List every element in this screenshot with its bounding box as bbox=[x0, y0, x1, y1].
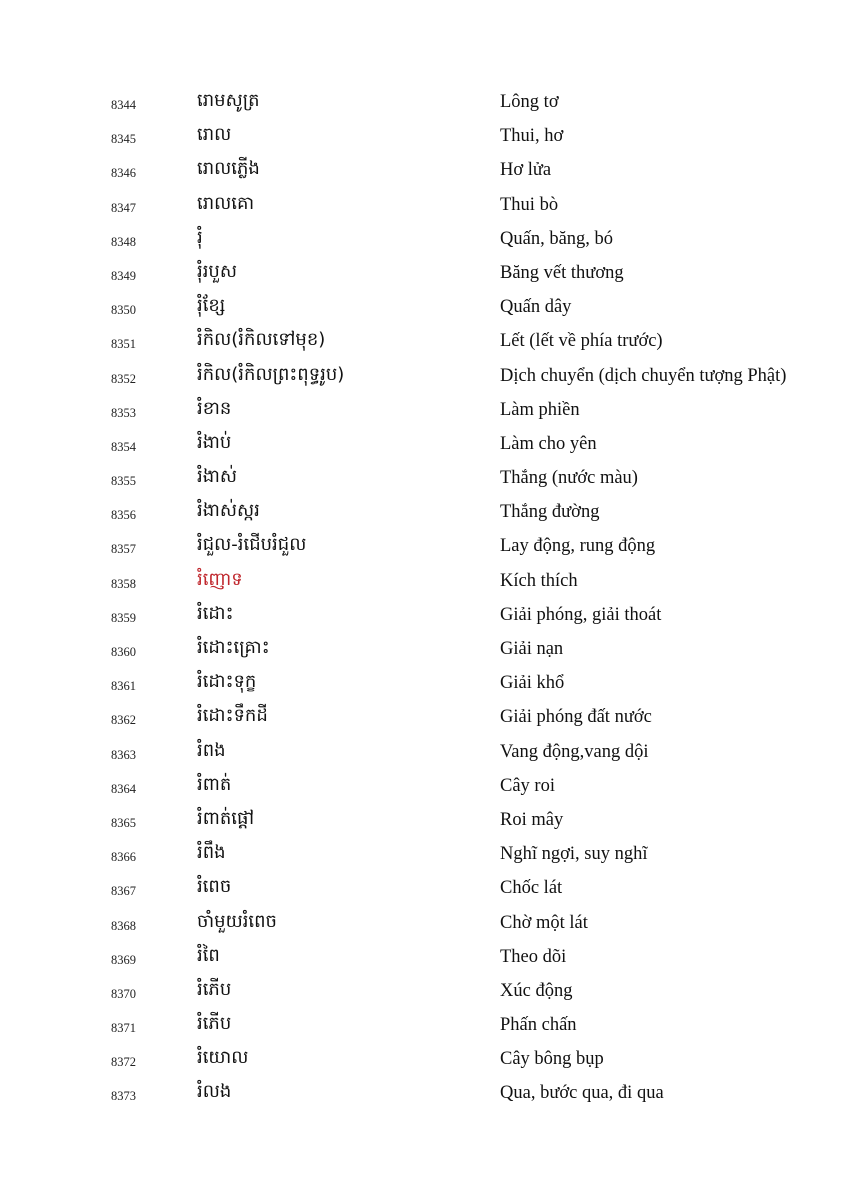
entry-number: 8363 bbox=[111, 747, 136, 762]
vietnamese-translation: Quấn dây bbox=[500, 297, 572, 318]
entry-row bbox=[0, 362, 848, 396]
khmer-term: រំពឹង bbox=[197, 842, 226, 864]
entry-row bbox=[0, 191, 848, 225]
khmer-term: រំងាស់ស្ករ bbox=[197, 500, 260, 522]
vietnamese-translation: Chờ một lát bbox=[500, 912, 588, 933]
entry-row bbox=[0, 738, 848, 772]
khmer-term: រោមសូត្រ bbox=[197, 90, 260, 111]
entry-row bbox=[0, 1079, 848, 1113]
entry-row bbox=[0, 772, 848, 806]
entry-number: 8344 bbox=[111, 98, 136, 112]
vietnamese-translation: Dịch chuyển (dịch chuyển tượng Phật) bbox=[500, 365, 787, 386]
khmer-term: រំយោល bbox=[197, 1047, 249, 1069]
entry-number: 8372 bbox=[111, 1055, 136, 1070]
vietnamese-translation: Kích thích bbox=[500, 570, 578, 591]
entry-number: 8367 bbox=[111, 884, 136, 899]
khmer-term: រំដោះ bbox=[197, 602, 234, 624]
entry-row bbox=[0, 840, 848, 874]
vietnamese-translation: Thui, hơ bbox=[500, 126, 564, 147]
entry-row bbox=[0, 259, 848, 293]
entry-row bbox=[0, 122, 848, 156]
khmer-term: រោលគោ bbox=[197, 192, 255, 214]
entry-row bbox=[0, 396, 848, 430]
khmer-term: រំជួល-រំជើបរំជួល bbox=[197, 534, 307, 556]
vietnamese-translation: Làm cho yên bbox=[500, 433, 597, 454]
vietnamese-translation: Thắng đường bbox=[500, 502, 600, 523]
entry-row bbox=[0, 669, 848, 703]
vietnamese-translation: Thắng (nước màu) bbox=[500, 468, 638, 489]
entry-row bbox=[0, 943, 848, 977]
entry-number: 8370 bbox=[111, 986, 136, 1001]
entry-number: 8361 bbox=[111, 679, 136, 694]
vietnamese-translation: Chốc lát bbox=[500, 878, 563, 899]
khmer-term: រំពេច bbox=[197, 876, 232, 898]
khmer-term: រោលភ្លើង bbox=[197, 158, 260, 180]
vietnamese-translation: Giải khổ bbox=[500, 673, 565, 694]
khmer-term: រុំខ្សែ bbox=[197, 295, 226, 317]
entry-row bbox=[0, 874, 848, 908]
entry-number: 8348 bbox=[111, 234, 136, 249]
entry-row bbox=[0, 977, 848, 1011]
vietnamese-translation: Quấn, băng, bó bbox=[500, 228, 614, 249]
entry-row bbox=[0, 909, 848, 943]
vietnamese-translation: Băng vết thương bbox=[500, 262, 624, 283]
vietnamese-translation: Xúc động bbox=[500, 980, 573, 1001]
khmer-term: ចាំមួយរំពេច bbox=[197, 910, 277, 932]
entry-row bbox=[0, 88, 848, 122]
vietnamese-translation: Phấn chấn bbox=[500, 1015, 577, 1036]
entry-row bbox=[0, 327, 848, 361]
vietnamese-translation: Vang động,vang dội bbox=[500, 741, 649, 762]
entry-row bbox=[0, 703, 848, 737]
vietnamese-translation: Theo dõi bbox=[500, 946, 567, 967]
entry-number: 8360 bbox=[111, 645, 136, 659]
entry-number: 8356 bbox=[111, 508, 136, 523]
khmer-term: រោល bbox=[197, 124, 232, 146]
khmer-term: រំកិល(រំកិលព្រះពុទ្ធរូប) bbox=[197, 363, 345, 385]
entry-number: 8354 bbox=[111, 439, 136, 454]
khmer-term: រំភើប bbox=[197, 1013, 232, 1035]
entry-row bbox=[0, 1011, 848, 1045]
entry-number: 8347 bbox=[111, 200, 136, 215]
entry-row bbox=[0, 498, 848, 532]
entry-row bbox=[0, 156, 848, 190]
khmer-term: រុំ bbox=[197, 226, 203, 248]
vietnamese-translation: Làm phiền bbox=[500, 399, 580, 420]
vietnamese-translation: Giải phóng, giải thoát bbox=[500, 604, 662, 625]
vietnamese-translation: Hơ lửa bbox=[500, 160, 552, 181]
entry-row bbox=[0, 567, 848, 601]
vietnamese-translation: Giải nạn bbox=[500, 639, 564, 659]
khmer-term: រំខាន bbox=[197, 397, 232, 419]
vietnamese-translation: Roi mây bbox=[500, 809, 564, 830]
vietnamese-translation: Nghĩ ngợi, suy nghĩ bbox=[500, 844, 648, 865]
khmer-term: រំភើប bbox=[197, 978, 232, 1000]
vietnamese-translation: Lết (lết về phía trước) bbox=[500, 331, 663, 352]
entry-number: 8358 bbox=[111, 576, 136, 591]
entry-number: 8366 bbox=[111, 850, 136, 865]
entry-number: 8353 bbox=[111, 405, 136, 420]
entry-number: 8351 bbox=[111, 337, 136, 352]
khmer-term: រំងាស់ bbox=[197, 466, 237, 488]
entry-number: 8357 bbox=[111, 542, 136, 557]
entry-number: 8352 bbox=[111, 371, 136, 386]
entry-number: 8369 bbox=[111, 952, 136, 967]
entry-number: 8349 bbox=[111, 268, 136, 283]
khmer-term: រំពាត់ bbox=[197, 773, 232, 795]
khmer-term: រំលង bbox=[197, 1081, 232, 1103]
vietnamese-translation: Lay động, rung động bbox=[500, 536, 656, 557]
entry-row bbox=[0, 806, 848, 840]
entry-list bbox=[0, 88, 848, 1114]
entry-number: 8346 bbox=[111, 166, 136, 181]
khmer-term: រំងាប់ bbox=[197, 431, 232, 453]
vietnamese-translation: Lông tơ bbox=[500, 92, 559, 112]
khmer-term: រំពៃ bbox=[197, 944, 220, 966]
vietnamese-translation: Cây roi bbox=[500, 775, 555, 796]
khmer-term: រុំរបួស bbox=[197, 260, 237, 282]
entry-row bbox=[0, 1045, 848, 1079]
khmer-term: រំកិល(រំកិលទៅមុខ) bbox=[197, 329, 326, 351]
entry-number: 8359 bbox=[111, 610, 136, 625]
khmer-term: រំដោះទឹកដី bbox=[197, 705, 268, 727]
entry-number: 8350 bbox=[111, 303, 136, 318]
entry-row bbox=[0, 430, 848, 464]
entry-number: 8371 bbox=[111, 1021, 136, 1036]
khmer-term: រំដោះទុក្ខ bbox=[197, 671, 257, 693]
entry-row bbox=[0, 532, 848, 566]
entry-row bbox=[0, 225, 848, 259]
khmer-term: រំញោទ bbox=[197, 568, 243, 590]
entry-number: 8345 bbox=[111, 132, 136, 147]
entry-row bbox=[0, 601, 848, 635]
khmer-term: រំដោះគ្រោះ bbox=[197, 637, 270, 658]
entry-row bbox=[0, 464, 848, 498]
khmer-term: រំពាត់ផ្ដៅ bbox=[197, 807, 255, 829]
entry-row bbox=[0, 293, 848, 327]
entry-number: 8368 bbox=[111, 918, 136, 933]
entry-number: 8364 bbox=[111, 781, 136, 796]
entry-number: 8362 bbox=[111, 713, 136, 728]
entry-number: 8373 bbox=[111, 1089, 136, 1104]
entry-number: 8365 bbox=[111, 815, 136, 830]
vietnamese-translation: Thui bò bbox=[500, 194, 559, 215]
vietnamese-translation: Giải phóng đất nước bbox=[500, 707, 652, 728]
entry-number: 8355 bbox=[111, 474, 136, 489]
khmer-term: រំពង bbox=[197, 739, 226, 761]
entry-row bbox=[0, 635, 848, 669]
vietnamese-translation: Cây bông bụp bbox=[500, 1049, 604, 1070]
vietnamese-translation: Qua, bước qua, đi qua bbox=[500, 1083, 664, 1104]
